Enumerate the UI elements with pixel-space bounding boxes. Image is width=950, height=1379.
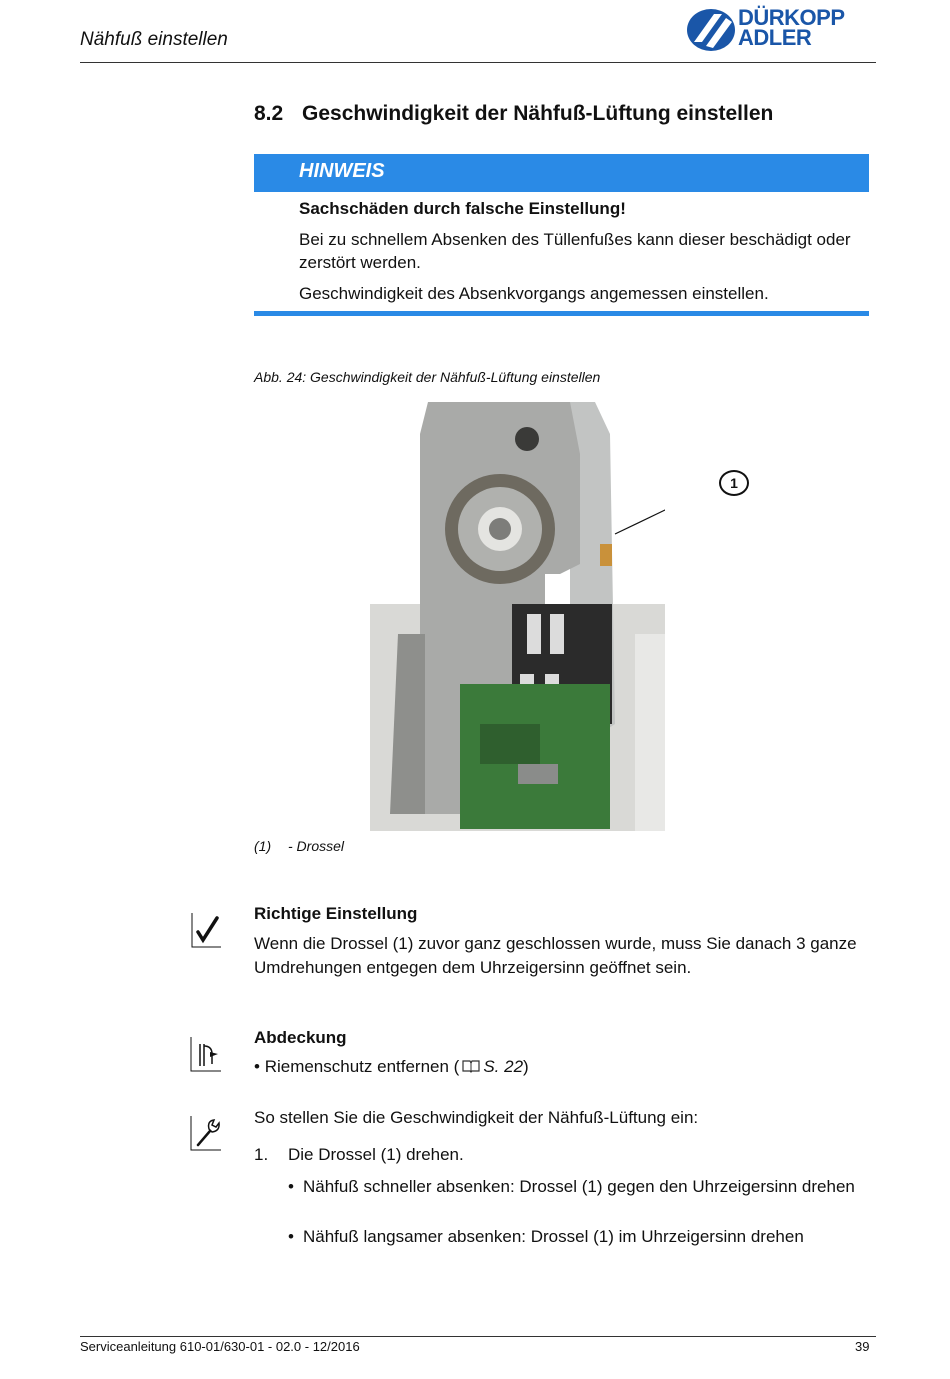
cover-item	[254, 1057, 529, 1077]
logo-text-line2: ADLER	[738, 25, 812, 50]
correct-setting-title: Richtige Einstellung	[254, 904, 418, 923]
book-reference-icon	[462, 1059, 480, 1073]
correct-setting-text: Wenn die Drossel (1) zuvor ganz geschlossen wurde, muss Sie danach 3 ganze Umdrehungen entgegen dem Uhrzeigersinn geöffnet sein.	[254, 934, 857, 977]
footer-rule	[80, 1336, 876, 1337]
check-icon	[190, 912, 222, 948]
notice-bottom-rule	[254, 311, 869, 316]
section-heading	[254, 102, 773, 126]
bullet-2-text: Nähfuß langsamer absenken: Drossel (1) im Uhrzeigersinn drehen	[303, 1227, 804, 1246]
cover-removal-icon	[190, 1036, 222, 1072]
notice-bar	[254, 154, 869, 192]
cover-bullet: •	[254, 1057, 260, 1076]
bullet-1-text: Nähfuß schneller absenken: Drossel (1) gegen den Uhrzeigersinn drehen	[303, 1177, 855, 1196]
cover-item-text: Riemenschutz entfernen (	[264, 1057, 460, 1076]
step-text: Die Drossel (1) drehen.	[288, 1145, 464, 1164]
section-number: 8.2	[254, 102, 284, 125]
callout-number-1: 1	[719, 470, 749, 496]
bullet-marker: •	[288, 1227, 294, 1246]
wrench-icon	[190, 1115, 222, 1151]
header-rule	[80, 62, 876, 63]
procedure-step-1	[254, 1145, 464, 1165]
legend-text: - Drossel	[288, 838, 345, 854]
notice-label: HINWEIS	[299, 160, 385, 182]
legend-number: (1)	[254, 838, 272, 854]
notice-text-1: Bei zu schnellem Absenken des Tüllenfußes kann dieser beschädigt oder zerstört werden.	[299, 230, 851, 272]
cover-title: Abdeckung	[254, 1028, 347, 1047]
procedure-bullet-2	[288, 1227, 804, 1247]
figure-caption: Abb. 24: Geschwindigkeit der Nähfuß-Lüftung einstellen	[254, 369, 601, 385]
figure-legend	[254, 838, 344, 854]
procedure-intro: So stellen Sie die Geschwindigkeit der Nähfuß-Lüftung ein:	[254, 1108, 699, 1127]
footer-document-info: Serviceanleitung 610-01/630-01 - 02.0 - 12/2016	[80, 1339, 360, 1354]
logo-mark-icon	[686, 6, 736, 52]
bullet-marker: •	[288, 1177, 294, 1196]
durkopp-adler-logo	[686, 6, 876, 56]
step-number: 1.	[254, 1145, 269, 1164]
notice-heading: Sachschäden durch falsche Einstellung!	[299, 199, 626, 218]
section-title: Geschwindigkeit der Nähfuß-Lüftung einstellen	[302, 102, 774, 125]
page-reference-link[interactable]: S. 22	[483, 1057, 524, 1076]
notice-text-2: Geschwindigkeit des Absenkvorgangs angemessen einstellen.	[299, 284, 769, 303]
logo-text-line1: DÜRKOPP	[738, 5, 845, 30]
running-header-title: Nähfuß einstellen	[80, 29, 228, 50]
procedure-bullet-1	[288, 1175, 878, 1198]
machine-photo	[370, 394, 665, 831]
footer-page-number: 39	[855, 1339, 870, 1354]
cover-item-close: )	[523, 1057, 529, 1076]
